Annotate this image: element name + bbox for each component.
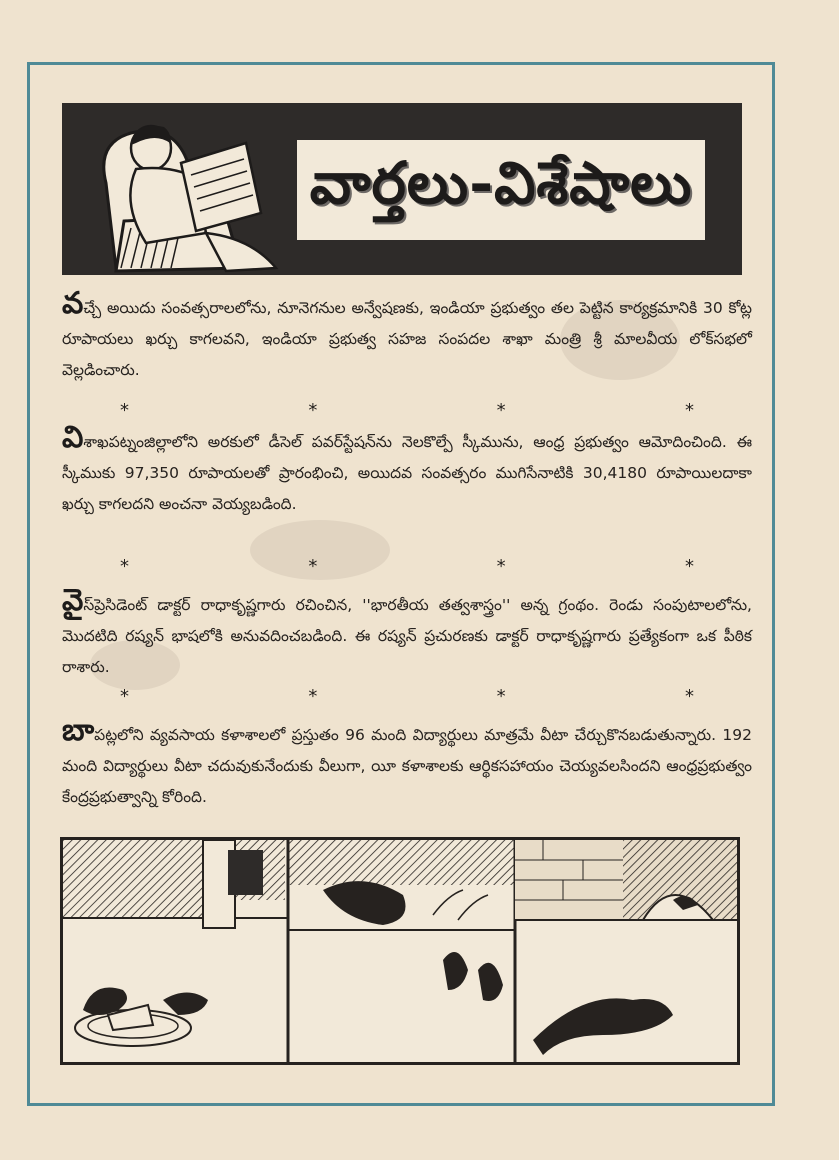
news-item: [62, 713, 752, 813]
separator: [62, 556, 752, 576]
separator-star: *: [308, 400, 318, 421]
separator: [62, 400, 752, 420]
dropcap: వ: [62, 286, 84, 321]
cartoon-illustration: [63, 840, 737, 1062]
news-item: [62, 583, 752, 683]
news-text: స్‌ప్రెసిడెంట్ డాక్టర్ రాధాకృష్ణగారు రచించిన, ''భారతీయ తత్వశాస్త్రం'' అన్న గ్రంథం. రెండు సంపుటాలలోను, మొదటిది రష్యన్ భాషలోకి అనువదించబడింది. ఈ రష్యన్ ప్రచురణకు డాక్టర్ రాధాకృష్ణగారు ప్రత్యేకంగా ఒక పీఠిక రాశారు.: [62, 596, 752, 676]
separator-star: *: [308, 686, 318, 707]
separator-star: *: [120, 400, 129, 421]
separator: [62, 686, 752, 706]
dropcap: బా: [62, 713, 95, 748]
cartoon-strip: [60, 837, 740, 1065]
page-title: వార్తలు-విశేషాలు: [309, 148, 693, 217]
dropcap: వి: [62, 420, 84, 455]
separator-star: *: [120, 556, 129, 577]
news-text: పట్లలోని వ్యవసాయ కళాశాలలో ప్రస్తుతం 96 మంది విద్యార్థులు మాత్రమే వీటా చేర్చుకొనబడుతున్నారు. 192 మంది విద్యార్థులు వీటా చదువుకునేందుకు వీలుగా, యీ కళాశాలకు ఆర్థికసహాయం చెయ్యవలసిందని ఆంధ్రప్రభుత్వం కేంద్రప్రభుత్వాన్ని కోరింది.: [62, 726, 752, 806]
news-item: [62, 286, 752, 386]
header-banner: [62, 103, 742, 275]
separator-star: *: [308, 556, 318, 577]
separator-star: *: [496, 400, 506, 421]
separator-star: *: [496, 686, 506, 707]
news-text: చ్చే అయిదు సంవత్సరాలలోను, నూనెగనుల అన్వేషణకు, ఇండియా ప్రభుత్వం తల పెట్టిన కార్యక్రమానికి 30 కోట్ల రూపాయలు ఖర్చు కాగలవని, ఇండియా ప్రభుత్వ సహజ సంపదల శాఖా మంత్రి శ్రీ మాలవీయ లోక్‌సభలో వెల్లడించారు.: [62, 299, 752, 379]
separator-star: *: [684, 556, 694, 577]
separator-star: *: [496, 556, 506, 577]
separator-star: *: [684, 686, 694, 707]
separator-star: *: [120, 686, 129, 707]
news-text: శాఖపట్నంజిల్లాలోని అరకులో డీసెల్ పవర్‌స్టేషన్‌ను నెలకొల్పే స్కీమును, ఆంధ్ర ప్రభుత్వం ఆమోదించింది. ఈ స్కీముకు 97,350 రూపాయలతో ప్రారంభించి, అయిదవ సంవత్సరం ముగిసేనాటికి 30,4180 రూపాయిలదాకా ఖర్చు కాగలదని అంచనా వెయ్యబడింది.: [62, 433, 752, 513]
reader-illustration: [76, 103, 286, 275]
title-box: [294, 137, 708, 243]
separator-star: *: [684, 400, 694, 421]
dropcap: వై: [62, 583, 84, 618]
news-item: [62, 420, 752, 520]
